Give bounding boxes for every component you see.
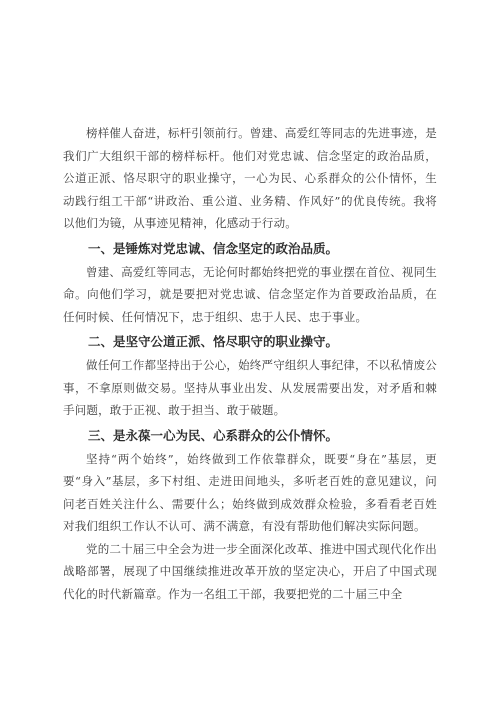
document-body xyxy=(63,122,437,605)
section-heading-1: 一、是锤炼对党忠诚、信念坚定的政治品质。 xyxy=(88,240,339,256)
section-3-paragraph: 坚持“两个始终”，始终做到工作依靠群众，既要“身在”基层，更要“身入”基层，多下村组、走进田间地头，多听老百姓的意见建议，问问老百姓关注什么、需要什么；始终做到成效群众检验，多看看老百姓对我们组织工作认不认可、满不满意，有没有帮助他们解决实际问题。 xyxy=(63,451,437,533)
intro-paragraph: 榜样催人奋进，标杆引领前行。曾建、高爱红等同志的先进事迹，是我们广大组织干部的榜样标杆。他们对党忠诚、信念坚定的政治品质，公道正派、恪尽职守的职业操守，一心为民、心系群众的公仆情怀，生动践行组工干部“讲政治、重公道、业务精、作风好”的优良传统。我将以他们为镜，从事迹见精神，化感动于行动。 xyxy=(63,126,437,230)
section-2-paragraph: 做任何工作都坚持出于公心，始终严守组织人事纪律，不以私情废公事，不拿原则做交易。坚持从事业出发、从发展需要出发，对矛盾和棘手问题，敢于正视、敢于担当、敢于破题。 xyxy=(63,358,437,417)
closing-paragraph: 党的二十届三中全会为进一步全面深化改革、推进中国式现代化作出战略部署，展现了中国继续推进改革开放的坚定决心，开启了中国式现代化的时代新篇章。作为一名组工干部，我要把党的二十届三中全 xyxy=(63,541,437,601)
section-heading-3: 三、是永葆一心为民、心系群众的公仆情怀。 xyxy=(88,427,339,443)
section-1-paragraph: 曾建、高爱红等同志，无论何时都始终把党的事业摆在首位、视同生命。向他们学习，就是要把对党忠诚、信念坚定作为首要政治品质，在任何时候、任何情况下，忠于组织、忠于人民、忠于事业。 xyxy=(63,264,437,324)
section-heading-2: 二、是坚守公道正派、恪尽职守的职业操守。 xyxy=(88,334,339,349)
